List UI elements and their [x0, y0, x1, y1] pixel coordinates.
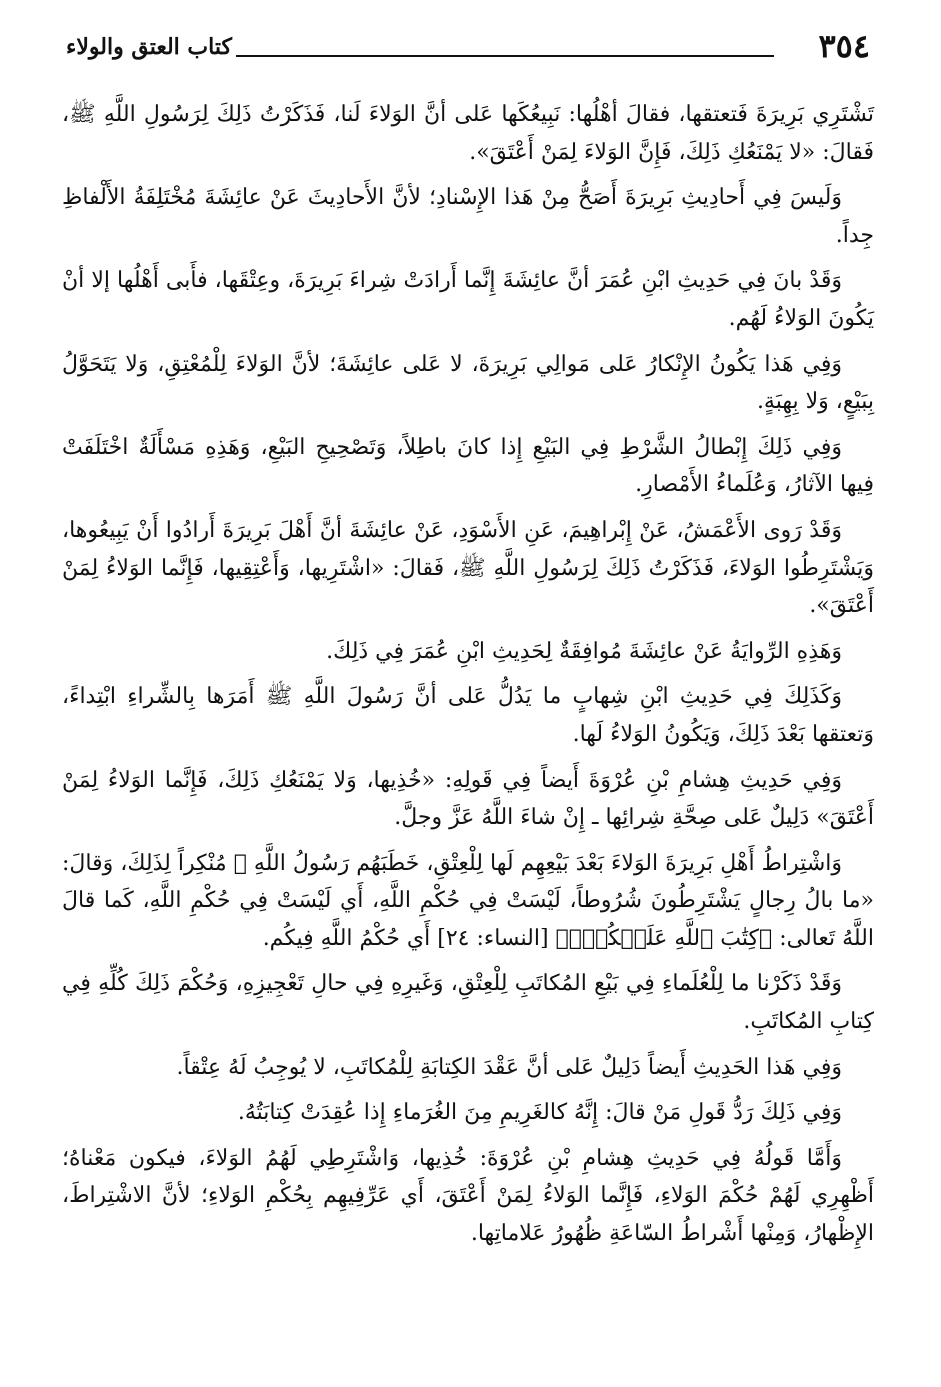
paragraph: وَفِي هَذا الحَدِيثِ أَيضاً دَلِيلٌ عَلى أنَّ عَقْدَ الكِتابَةِ لِلْمُكاتَبِ، لا يُوجِبُ لَهُ عِتْقاً. [176, 1054, 842, 1080]
paragraph: وَقَدْ ذَكَرْنا ما لِلْعُلَماءِ فِي بَيْعِ المُكاتَبِ لِلْعِتْقِ، وَغَيرِهِ فِي حالِ تَعْجِيزِهِ، وَحُكْمَ ذَلِكَ كُلِّهِ فِي كِتابِ المُكاتَبِ. [62, 971, 874, 1035]
paragraph: وَقَدْ رَوى الأَعْمَشُ، عَنْ إِبْراهِيمَ، عَنِ الأَسْوَدِ، عَنْ عائِشَةَ أنَّ أَهْلَ بَرِيرَةَ أَرادُوا أَنْ يَبِيعُوها، وَيَشْتَرِطُوا الوَلاءَ، فَذَكَرْتُ ذَلِكَ لِرَسُولِ اللَّهِ ﷺ، فَقالَ: «اشْتَرِيها، وَأَعْتِقِيها، فَإِنَّما الوَلاءُ لِمَنْ أَعْتَقَ». [62, 517, 874, 619]
paragraph: وَلَيسَ فِي أَحادِيثِ بَرِيرَةَ أَصَحُّ مِنْ هَذا الإِسْنادِ؛ لأنَّ الأَحادِيثَ عَنْ عائِشَةَ مُخْتَلِفَةُ الأَلْفاظِ جِداً. [62, 185, 874, 248]
paragraph: وَاشْتِراطُ أَهْلِ بَرِيرَةَ الوَلاءَ بَعْدَ بَيْعِهِم لَها لِلْعِتْقِ، خَطَبَهُم رَسُولُ اللَّهِ ﷺ مُنْكِراً لِذَلِكَ، وَقالَ: «ما بالُ رِجالٍ يَشْتَرِطُونَ شُرُوطاً، لَيْسَتْ فِي حُكْمِ اللَّهِ، أَي لَيْسَتْ فِي حُكْمِ اللَّهِ، كَما قالَ اللَّهُ تَعالى: ﴿كِتَٰبَ ٱللَّهِ عَلَيۡكُمۡۚ﴾ [النساء: ٢٤] أَي حُكْمُ اللَّهِ فِيكُم. [62, 850, 874, 951]
paragraph: وَفِي هَذا يَكُونُ الإِنْكارُ عَلى مَوالِي بَرِيرَةَ، لا عَلى عائِشَةَ؛ لأنَّ الوَلاءَ لِلْمُعْتِقِ، وَلا يَتَحَوَّلُ بِبَيْعٍ، وَلا بِهِبَةٍ. [62, 351, 874, 415]
paragraph: وَهَذِهِ الرِّوايَةُ عَنْ عائِشَةَ مُوافِقَةٌ لِحَدِيثِ ابْنِ عُمَرَ فِي ذَلِكَ. [326, 638, 842, 664]
paragraph: وَفِي حَدِيثِ هِشامِ بْنِ عُرْوَةَ أَيضاً فِي قَولِهِ: «خُذِيها، وَلا يَمْنَعُكِ ذَلِكَ، فَإِنَّما الوَلاءُ لِمَنْ أَعْتَقَ» دَلِيلٌ عَلى صِحَّةِ شِرائِها ـ إِنْ شاءَ اللَّهُ عَزَّ وجلَّ. [62, 767, 874, 831]
paragraph: وَكَذَلِكَ فِي حَدِيثِ ابْنِ شِهابٍ ما يَدُلُّ عَلى أنَّ رَسُولَ اللَّهِ ﷺ أَمَرَها بِالشِّراءِ ابْتِداءً، وَتعتقها بَعْدَ ذَلِكَ، وَيَكُونُ الوَلاءُ لَها. [62, 684, 874, 747]
paragraph: وَفِي ذَلِكَ إِبْطالُ الشَّرْطِ فِي البَيْعِ إِذا كانَ باطِلاً، وَتَصْحِيحِ البَيْعِ، وَهَذِهِ مَسْأَلَةٌ اخْتَلَفَتْ فِيها الآثارُ، وَعُلَماءُ الأَمْصارِ. [62, 434, 874, 498]
running-header [66, 26, 870, 70]
paragraph: تَشْتَرِي بَرِيرَةَ فَتعتقها، فقالَ أهْلُها: نَبِيعُكَها عَلى أنَّ الوَلاءَ لَنا، فَذَكَرْتُ ذَلِكَ لِرَسُولِ اللَّهِ ﷺ، فَقالَ: «لا يَمْنَعُكِ ذَلِكَ، فَإِنَّ الوَلاءَ لِمَنْ أَعْتَقَ». [62, 102, 874, 165]
book-title: كتاب العتق والولاء [66, 34, 232, 60]
paragraph: وَفِي ذَلِكَ رَدُّ قَولِ مَنْ قالَ: إِنَّهُ كالغَرِيمِ مِنَ الغُرَماءِ إِذا عُقِدَتْ كِتابَتُهُ. [237, 1100, 842, 1126]
page-number: ٣٥٤ [818, 27, 870, 65]
paragraph: وَأَمَّا قَولُهُ فِي حَدِيثِ هِشامِ بْنِ عُرْوَةَ: خُذِيها، وَاشْتَرِطِي لَهُمُ الوَلاءَ، فيكون مَعْناهُ؛ أَظْهِرِي لَهُمْ حُكْمَ الوَلاءِ، فَإِنَّما الوَلاءُ لِمَنْ أَعْتَقَ، أَي عَرِّفِيهِم بِحُكْمِ الوَلاءِ؛ لأنَّ الاشْتِراطَ، الإِظْهارُ، وَمِنْها أَشْراطُ السّاعَةِ ظُهُورُ عَلاماتِها. [62, 1145, 874, 1247]
header-rule [236, 55, 774, 57]
paragraph: وَقَدْ بانَ فِي حَدِيثِ ابْنِ عُمَرَ أنَّ عائِشَةَ إِنَّما أَرادَتْ شِراءَ بَرِيرَةَ، وعِتْقَها، فأَبى أَهْلُها إلا أنْ يَكُونَ الوَلاءُ لَهُم. [62, 268, 874, 331]
body-text [62, 96, 874, 1261]
